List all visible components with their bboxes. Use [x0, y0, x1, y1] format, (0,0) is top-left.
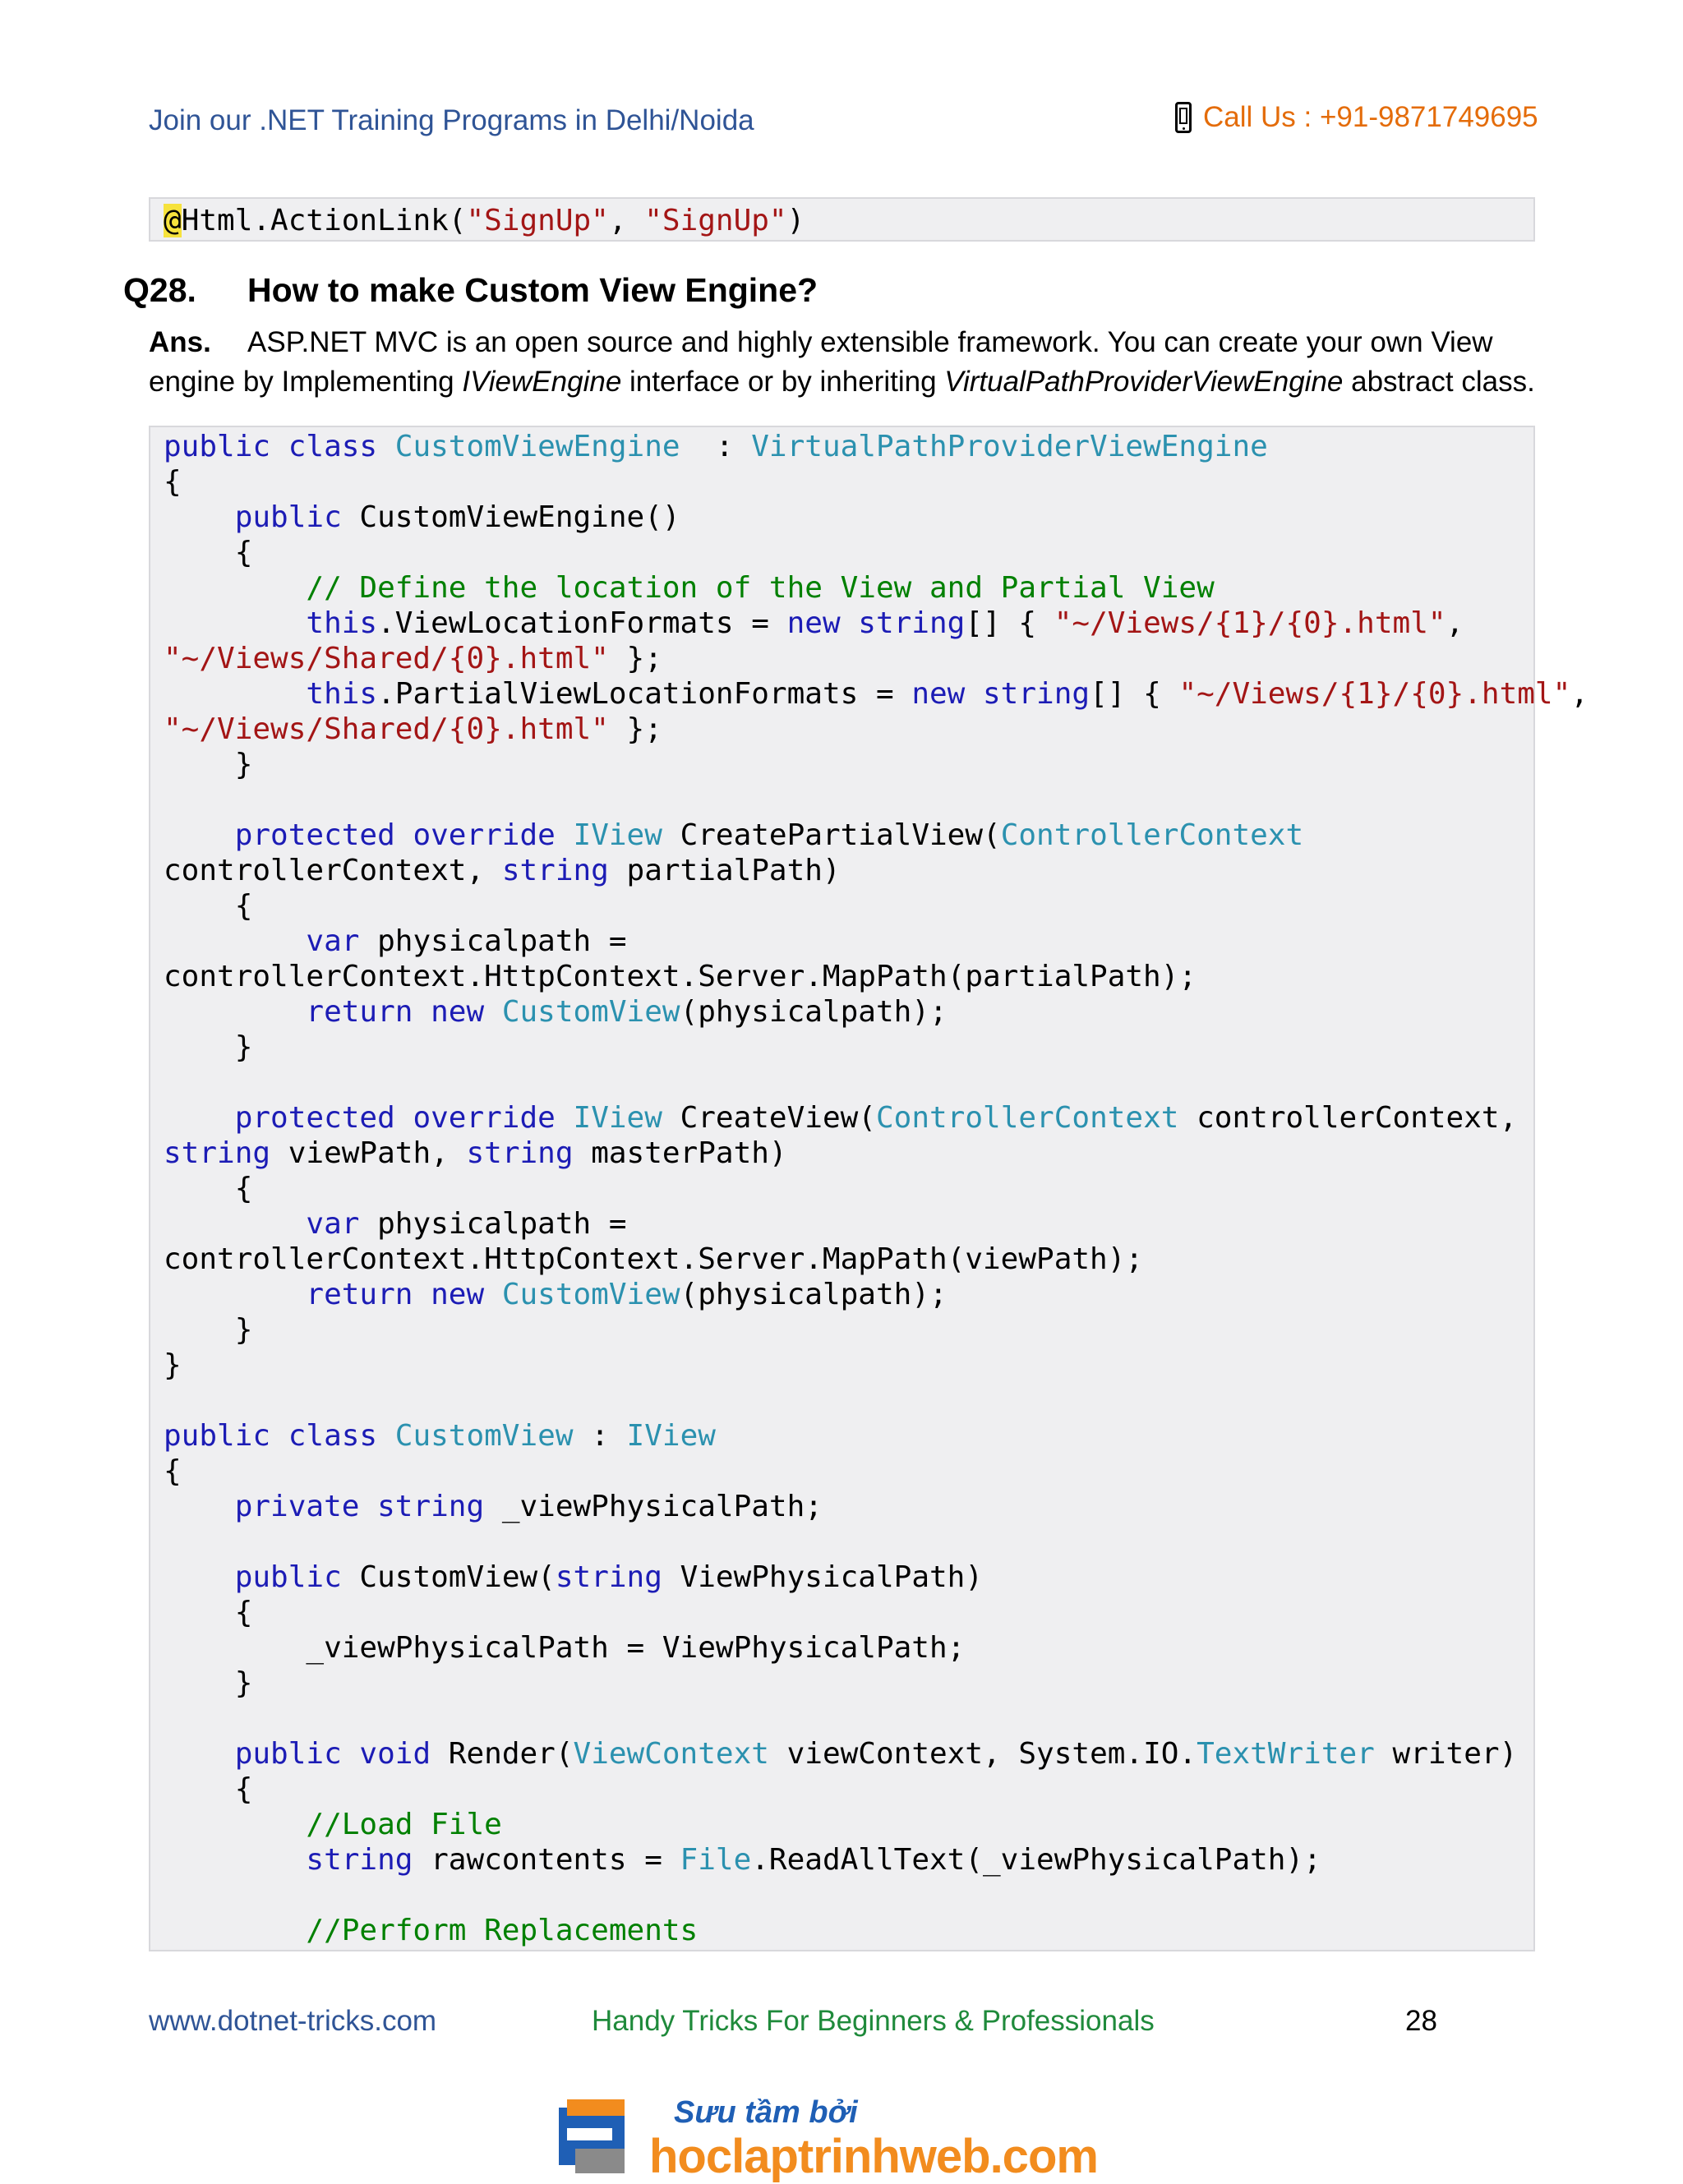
code-token: _viewPhysicalPath = ViewPhysicalPath; — [164, 1631, 966, 1665]
code-token: } — [164, 748, 253, 781]
code-line — [164, 1454, 1533, 1489]
code-line — [164, 641, 1533, 676]
code-token: "SignUp" — [466, 204, 609, 237]
code-token: } — [164, 1666, 253, 1700]
code-token: _viewPhysicalPath; — [484, 1490, 823, 1523]
code-token: .ReadAllText(_viewPhysicalPath); — [751, 1843, 1321, 1877]
code-line — [164, 1348, 1533, 1383]
answer-paragraph — [149, 323, 1546, 402]
code-token: (physicalpath); — [680, 1278, 948, 1311]
watermark-line2: hoclaptrinhweb.com — [649, 2130, 1098, 2183]
code-line — [164, 1100, 1533, 1136]
code-token — [164, 1207, 306, 1241]
code-token: physicalpath = — [359, 924, 627, 958]
question-title: How to make Custom View Engine? — [247, 271, 818, 309]
code-token: //Perform Replacements — [306, 1914, 699, 1947]
code-token: { — [164, 465, 182, 499]
code-token: this — [306, 677, 378, 711]
code-line — [164, 1383, 1533, 1418]
code-token: ViewContext — [573, 1737, 769, 1771]
code-token: { — [164, 1172, 253, 1205]
code-token: VirtualPathProviderViewEngine — [751, 430, 1268, 463]
code-token: { — [164, 1596, 253, 1629]
code-token: protected override — [234, 818, 574, 852]
code-line — [164, 888, 1533, 924]
code-token: IView — [573, 1101, 662, 1135]
code-line — [164, 1701, 1533, 1736]
code-token: ViewPhysicalPath) — [662, 1560, 984, 1594]
main-code-block — [149, 426, 1588, 1951]
code-line — [164, 1489, 1533, 1524]
code-token: public void — [234, 1737, 449, 1771]
code-token: writer) — [1374, 1737, 1518, 1771]
code-token — [164, 1737, 235, 1771]
code-token: }; — [608, 642, 662, 675]
code-token — [164, 500, 235, 534]
code-token — [164, 1490, 235, 1523]
code-line — [164, 1242, 1533, 1277]
header-training-text: Join our .NET Training Programs in Delhi/Noida — [149, 104, 754, 136]
code-token: }; — [608, 712, 662, 746]
code-token: (physicalpath); — [680, 995, 948, 1029]
code-token: Html.ActionLink( — [181, 204, 467, 237]
code-at-symbol: @ — [164, 204, 182, 237]
code-line — [164, 1878, 1533, 1913]
code-token — [164, 818, 235, 852]
watermark-line1: Sưu tầm bởi — [674, 2095, 858, 2130]
code-line — [164, 1666, 1533, 1701]
code-token: , — [1446, 606, 1464, 640]
code-token: masterPath) — [573, 1136, 787, 1170]
code-token: { — [164, 1454, 182, 1488]
code-token: File — [680, 1843, 752, 1877]
code-token: ControllerContext — [875, 1101, 1179, 1135]
code-line — [164, 1136, 1533, 1171]
code-line — [164, 1842, 1533, 1878]
question-number: Q28. — [123, 271, 196, 309]
code-line — [164, 818, 1533, 853]
code-token: } — [164, 1030, 253, 1064]
code-token: string — [501, 854, 609, 887]
code-token: string — [164, 1136, 271, 1170]
code-token — [164, 1808, 306, 1841]
code-token: "~/Views/{1}/{0}.html" — [1178, 677, 1571, 711]
question-heading — [123, 271, 818, 310]
code-token — [164, 1843, 306, 1877]
code-token: new string — [786, 606, 966, 640]
code-line — [164, 570, 1533, 606]
code-token: CreatePartialView( — [662, 818, 1001, 852]
code-token — [164, 677, 306, 711]
answer-italic-iviewengine: IViewEngine — [462, 366, 622, 398]
code-token: viewContext, System.IO. — [768, 1737, 1197, 1771]
code-token: [] { — [1090, 677, 1179, 711]
code-line — [164, 606, 1533, 641]
code-line — [164, 1030, 1533, 1065]
code-token: [] { — [965, 606, 1054, 640]
footer-tagline: Handy Tricks For Beginners & Professionals — [592, 2005, 1155, 2037]
code-line — [164, 712, 1533, 747]
code-token: IView — [573, 818, 662, 852]
code-token: ) — [786, 204, 805, 237]
code-line — [164, 924, 1533, 959]
code-token: } — [164, 1313, 253, 1347]
code-token: // Define the location of the View and Partial View — [306, 571, 1215, 605]
code-token: var — [306, 1207, 360, 1241]
code-token: string — [466, 1136, 574, 1170]
code-token: CustomViewEngine — [394, 430, 680, 463]
code-token: { — [164, 889, 253, 923]
answer-italic-virtualpath: VirtualPathProviderViewEngine — [944, 366, 1344, 398]
code-token: //Load File — [306, 1808, 502, 1841]
code-token: controllerContext.HttpContext.Server.MapPath(viewPath); — [164, 1242, 1144, 1276]
code-token: , — [1570, 677, 1588, 711]
code-token: return new — [306, 995, 502, 1029]
code-line — [164, 1206, 1533, 1242]
watermark-logo — [551, 2091, 1142, 2183]
answer-text-1: ASP.NET MVC is an open source and highly extensible framework. You can create your own View engine by Implementing — [149, 326, 1493, 398]
code-token — [164, 995, 306, 1029]
top-code-block — [149, 197, 1535, 242]
code-line — [164, 464, 1533, 500]
code-token: "SignUp" — [644, 204, 787, 237]
code-token: : — [573, 1419, 627, 1453]
code-token: public — [234, 500, 360, 534]
code-token — [164, 1278, 306, 1311]
code-line — [164, 1595, 1533, 1630]
mobile-phone-icon — [1175, 102, 1192, 133]
header-call-us — [1175, 97, 1538, 138]
code-line — [164, 1524, 1533, 1560]
code-line — [164, 1630, 1533, 1666]
answer-label: Ans. — [149, 326, 211, 358]
code-token: CustomView — [394, 1419, 574, 1453]
code-line — [164, 1772, 1533, 1807]
top-code-line — [164, 204, 805, 237]
code-line — [164, 500, 1533, 535]
code-line — [164, 1171, 1533, 1206]
code-token: CustomView — [501, 995, 680, 1029]
code-line — [164, 1913, 1533, 1948]
code-token: Render( — [448, 1737, 574, 1771]
code-token: CustomView — [501, 1278, 680, 1311]
code-token: , — [608, 204, 645, 237]
code-token: .PartialViewLocationFormats = — [377, 677, 912, 711]
code-token: controllerContext, — [1178, 1101, 1518, 1135]
code-token: { — [164, 1772, 253, 1806]
code-token: CustomView( — [359, 1560, 556, 1594]
code-token: partialPath) — [608, 854, 841, 887]
code-token: { — [164, 536, 253, 569]
code-line — [164, 429, 1533, 464]
footer-website: www.dotnet-tricks.com — [149, 2005, 437, 2037]
code-token: string — [306, 1843, 413, 1877]
code-token: return new — [306, 1278, 502, 1311]
code-token: CustomViewEngine() — [359, 500, 680, 534]
answer-text-2: interface or by inheriting — [621, 366, 945, 398]
code-line — [164, 1312, 1533, 1348]
code-line — [164, 959, 1533, 994]
code-token — [164, 1914, 306, 1947]
code-line — [164, 853, 1533, 888]
code-line — [164, 747, 1533, 782]
code-line — [164, 782, 1533, 818]
code-token: public class — [164, 1419, 395, 1453]
code-token: viewPath, — [270, 1136, 467, 1170]
watermark-logo-icon — [551, 2091, 649, 2177]
code-line — [164, 1418, 1533, 1454]
code-token — [164, 1101, 235, 1135]
code-token: public class — [164, 430, 395, 463]
code-token: CreateView( — [662, 1101, 876, 1135]
code-token — [164, 1560, 235, 1594]
code-line — [164, 535, 1533, 570]
code-token: physicalpath = — [359, 1207, 627, 1241]
code-line — [164, 1736, 1533, 1772]
code-token: : — [680, 430, 752, 463]
code-token: controllerContext, — [164, 854, 502, 887]
code-token: } — [164, 1348, 182, 1382]
code-token: var — [306, 924, 360, 958]
code-token: controllerContext.HttpContext.Server.MapPath(partialPath); — [164, 960, 1197, 993]
code-token — [164, 606, 306, 640]
code-token: protected override — [234, 1101, 574, 1135]
code-line — [164, 994, 1533, 1030]
code-line — [164, 1277, 1533, 1312]
answer-text-3: abstract class. — [1343, 366, 1535, 398]
page-number: 28 — [1405, 2005, 1437, 2037]
code-line — [164, 1560, 1533, 1595]
code-token: new string — [911, 677, 1090, 711]
code-token: .ViewLocationFormats = — [377, 606, 787, 640]
code-token: ControllerContext — [1000, 818, 1304, 852]
code-line — [164, 1807, 1533, 1842]
code-token: "~/Views/{1}/{0}.html" — [1054, 606, 1446, 640]
code-token: string — [555, 1560, 662, 1594]
code-token: IView — [626, 1419, 716, 1453]
code-token — [164, 924, 306, 958]
code-token: "~/Views/Shared/{0}.html" — [164, 642, 609, 675]
code-token: TextWriter — [1197, 1737, 1375, 1771]
code-token: this — [306, 606, 378, 640]
code-token: public — [234, 1560, 360, 1594]
call-us-text: Call Us : +91-9871749695 — [1203, 101, 1538, 133]
code-token: "~/Views/Shared/{0}.html" — [164, 712, 609, 746]
code-token: private string — [234, 1490, 485, 1523]
code-token: rawcontents = — [413, 1843, 680, 1877]
code-token — [164, 571, 306, 605]
code-line — [164, 1065, 1533, 1100]
code-line — [164, 676, 1588, 712]
